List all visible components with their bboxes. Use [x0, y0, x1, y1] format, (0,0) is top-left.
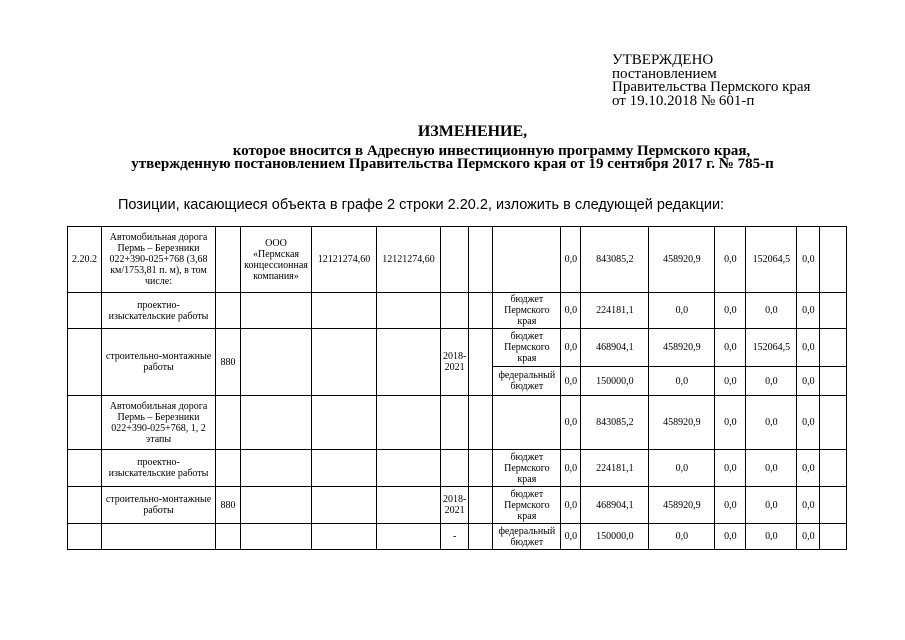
value-cell: 0,0 [649, 524, 715, 550]
table-row [68, 396, 847, 450]
value-cell: 0,0 [797, 524, 820, 550]
approval-heading: УТВЕРЖДЕНО [612, 52, 714, 68]
value-cell: 224181,1 [581, 293, 649, 329]
title-line-program: которое вносится в Адресную инвестиционную программу Пермского края, [232, 143, 751, 159]
value-cell: 0,0 [746, 487, 797, 524]
table-row [68, 487, 847, 524]
value-cell: 0,0 [715, 450, 746, 487]
value-cell: 150000,0 [581, 524, 649, 550]
title-line-decree: утвержденную постановлением Правительства Пермского края от 19 сентября 2017 г. № 785-п [131, 156, 774, 172]
value-cell: 458920,9 [649, 329, 715, 367]
value-cell: 468904,1 [581, 487, 649, 524]
period-cell: - [441, 524, 469, 550]
value-cell: 224181,1 [581, 450, 649, 487]
value-cell: 152064,5 [746, 329, 797, 367]
funding-source: федеральный бюджет [493, 367, 561, 396]
object-name: Автомобильная дорога Пермь – Березники 022+390-025+768, 1, 2 этапы [102, 396, 216, 450]
value-cell: 0,0 [561, 524, 581, 550]
table-row [68, 450, 847, 487]
value-cell: 0,0 [746, 450, 797, 487]
work-type: проектно-изыскательские работы [102, 293, 216, 329]
value-cell: 0,0 [715, 396, 746, 450]
work-type: проектно-изыскательские работы [102, 450, 216, 487]
value-cell: 0,0 [561, 293, 581, 329]
work-type: строительно-монтажные работы [102, 329, 216, 396]
funding-source: федеральный бюджет [493, 524, 561, 550]
period-cell: 2018-2021 [441, 329, 469, 396]
value-cell: 458920,9 [649, 396, 715, 450]
remaining-cost: 12121274,60 [377, 227, 441, 293]
value-cell: 0,0 [715, 367, 746, 396]
value-cell: 843085,2 [581, 227, 649, 293]
value-cell: 0,0 [561, 227, 581, 293]
value-cell: 0,0 [561, 450, 581, 487]
value-cell: 0,0 [715, 487, 746, 524]
value-cell: 0,0 [746, 293, 797, 329]
value-cell: 0,0 [797, 450, 820, 487]
work-type: строительно-монтажные работы [102, 487, 216, 524]
value-cell: 458920,9 [649, 227, 715, 293]
document-title [0, 124, 905, 171]
value-cell: 0,0 [746, 396, 797, 450]
value-cell: 0,0 [649, 293, 715, 329]
approval-line-government: Правительства Пермского края [612, 79, 811, 95]
organization: ООО «Пермская концессионная компания» [241, 227, 312, 293]
table-row [68, 293, 847, 329]
value-cell: 0,0 [561, 396, 581, 450]
investment-table [67, 226, 847, 550]
approval-line-date: от 19.10.2018 № 601-п [612, 92, 755, 109]
row-number: 2.20.2 [68, 227, 102, 293]
value-cell: 152064,5 [746, 227, 797, 293]
approval-line-decree: постановлением [612, 65, 717, 82]
period-cell: 2018-2021 [441, 487, 469, 524]
approval-stamp [612, 54, 810, 108]
estimated-cost: 12121274,60 [312, 227, 377, 293]
funding-source: бюджет Пермского края [493, 450, 561, 487]
value-cell: 458920,9 [649, 487, 715, 524]
value-cell: 0,0 [649, 450, 715, 487]
value-cell: 0,0 [797, 227, 820, 293]
table-row [68, 329, 847, 367]
funding-source: бюджет Пермского края [493, 329, 561, 367]
table-row [68, 227, 847, 293]
value-cell: 0,0 [797, 487, 820, 524]
value-cell: 843085,2 [581, 396, 649, 450]
funding-source: бюджет Пермского края [493, 487, 561, 524]
value-cell: 0,0 [561, 329, 581, 367]
value-cell: 468904,1 [581, 329, 649, 367]
funding-source: бюджет Пермского края [493, 293, 561, 329]
value-cell: 0,0 [561, 487, 581, 524]
intro-paragraph: Позиции, касающиеся объекта в графе 2 строки 2.20.2, изложить в следующей редакции: [118, 197, 725, 213]
value-cell: 0,0 [715, 329, 746, 367]
value-cell: 150000,0 [581, 367, 649, 396]
table-row [68, 524, 847, 550]
object-name: Автомобильная дорога Пермь – Березники 022+390-025+768 (3,68 км/1753,81 п. м), в том числе: [102, 227, 216, 293]
value-cell: 0,0 [715, 227, 746, 293]
value-cell: 0,0 [797, 329, 820, 367]
value-cell: 0,0 [797, 396, 820, 450]
title-heading: ИЗМЕНЕНИЕ, [417, 123, 528, 140]
value-cell: 0,0 [561, 367, 581, 396]
code-cell: 880 [216, 487, 241, 524]
code-cell: 880 [216, 329, 241, 396]
value-cell: 0,0 [746, 524, 797, 550]
value-cell: 0,0 [649, 367, 715, 396]
value-cell: 0,0 [746, 367, 797, 396]
value-cell: 0,0 [797, 293, 820, 329]
value-cell: 0,0 [715, 293, 746, 329]
value-cell: 0,0 [797, 367, 820, 396]
value-cell: 0,0 [715, 524, 746, 550]
